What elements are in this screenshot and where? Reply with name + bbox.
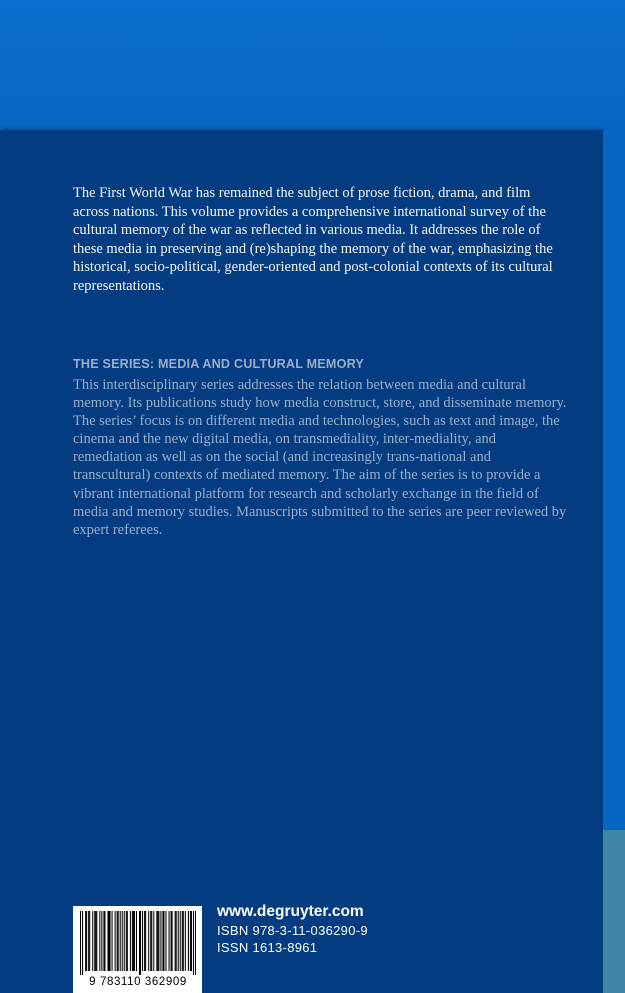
barcode-bar (165, 911, 166, 971)
barcode-bar (95, 911, 96, 971)
barcode-bar (127, 911, 128, 971)
barcode-bar (144, 911, 145, 971)
barcode-bar (124, 911, 125, 971)
barcode-bar (180, 911, 181, 971)
barcode-bar (115, 911, 116, 971)
barcode-bar (133, 911, 134, 971)
cover-top-band (0, 0, 625, 130)
book-summary: The First World War has remained the subject of prose fiction, drama, and film across nations. This volume provides a comprehensive international survey of the cultural memory of the war as reflected in various media. It addresses the role of these media in preserving and (re)shaping the memory of the war, emphasizing the historical, socio-political, gender-oriented and post-colonial contexts of its cultural representations. (73, 185, 553, 294)
barcode-bar (140, 911, 141, 975)
barcode-bar (110, 911, 111, 971)
barcode-bar (136, 911, 137, 971)
publisher-info (217, 902, 368, 956)
barcode-bar (195, 911, 196, 975)
barcode-bar (150, 911, 151, 971)
barcode-bar (169, 911, 170, 971)
barcode-bar (172, 911, 173, 971)
barcode-bar (80, 911, 81, 975)
barcode-bar (104, 911, 105, 971)
barcode-bars (80, 911, 196, 975)
barcode-bar (142, 911, 143, 971)
barcode-bar (139, 911, 140, 975)
barcode-bar (120, 911, 121, 971)
barcode-bar (88, 911, 89, 971)
barcode-bar (99, 911, 100, 971)
barcode-bar (160, 911, 161, 971)
barcode-bar (94, 911, 95, 971)
barcode-bar (132, 911, 133, 971)
barcode-bar (82, 911, 83, 975)
barcode-bar (117, 911, 118, 971)
barcode-bar (188, 911, 189, 971)
barcode-bar (92, 911, 93, 971)
barcode (73, 906, 202, 993)
spine-edge-bottom (603, 830, 625, 993)
barcode-bar (157, 911, 158, 971)
barcode-bar (107, 911, 108, 971)
barcode-bar (190, 911, 191, 971)
barcode-bar (86, 911, 87, 971)
barcode-bar (89, 911, 90, 971)
barcode-digits: 9 783110 362909 (89, 976, 187, 988)
barcode-bar (145, 911, 146, 971)
barcode-bar (126, 911, 127, 971)
barcode-bar (130, 911, 131, 971)
barcode-bar (108, 911, 109, 971)
barcode-bar (183, 911, 184, 971)
barcode-bar (182, 911, 183, 971)
publisher-url[interactable]: www.degruyter.com (217, 903, 364, 920)
barcode-bar (134, 911, 135, 971)
barcode-bar (96, 911, 97, 971)
barcode-bar (122, 911, 123, 971)
barcode-bar (156, 911, 157, 971)
barcode-bar (112, 911, 113, 971)
barcode-bar (148, 911, 149, 971)
barcode-bar (193, 911, 194, 975)
barcode-bar (175, 911, 176, 971)
barcode-bar (171, 911, 172, 971)
barcode-bar (85, 911, 86, 971)
spine-edge-top (603, 130, 625, 830)
barcode-bar (163, 911, 164, 971)
series-description: This interdisciplinary series addresses the relation between media and cultural memory. Its publications study how media construct, store, and disseminate memory. The series’ focus is on different media and technologies, such as text and image, the cinema and the new digital media, on transmediality, inter-mediality, and remediation as well as on the social (and increasingly trans-national and transcultural) contexts of mediated memory. The aim of the series is to provide a vibrant international platform for research and scholarly exchange in the field of media and memory studies. Manuscripts submitted to the series are peer reviewed by expert referees. (73, 377, 567, 538)
barcode-bar (185, 911, 186, 971)
barcode-bar (153, 911, 154, 971)
issn-number: ISSN 1613-8961 (217, 940, 318, 955)
barcode-bar (101, 911, 102, 971)
barcode-bar (151, 911, 152, 971)
barcode-bar (191, 911, 192, 971)
barcode-bar (118, 911, 119, 971)
isbn-number: ISBN 978-3-11-036290-9 (217, 923, 368, 938)
series-heading: THE SERIES: MEDIA AND CULTURAL MEMORY (73, 357, 364, 371)
barcode-bar (176, 911, 177, 971)
barcode-bar (162, 911, 163, 971)
barcode-bar (103, 911, 104, 971)
barcode-bar (178, 911, 179, 971)
barcode-bar (158, 911, 159, 971)
